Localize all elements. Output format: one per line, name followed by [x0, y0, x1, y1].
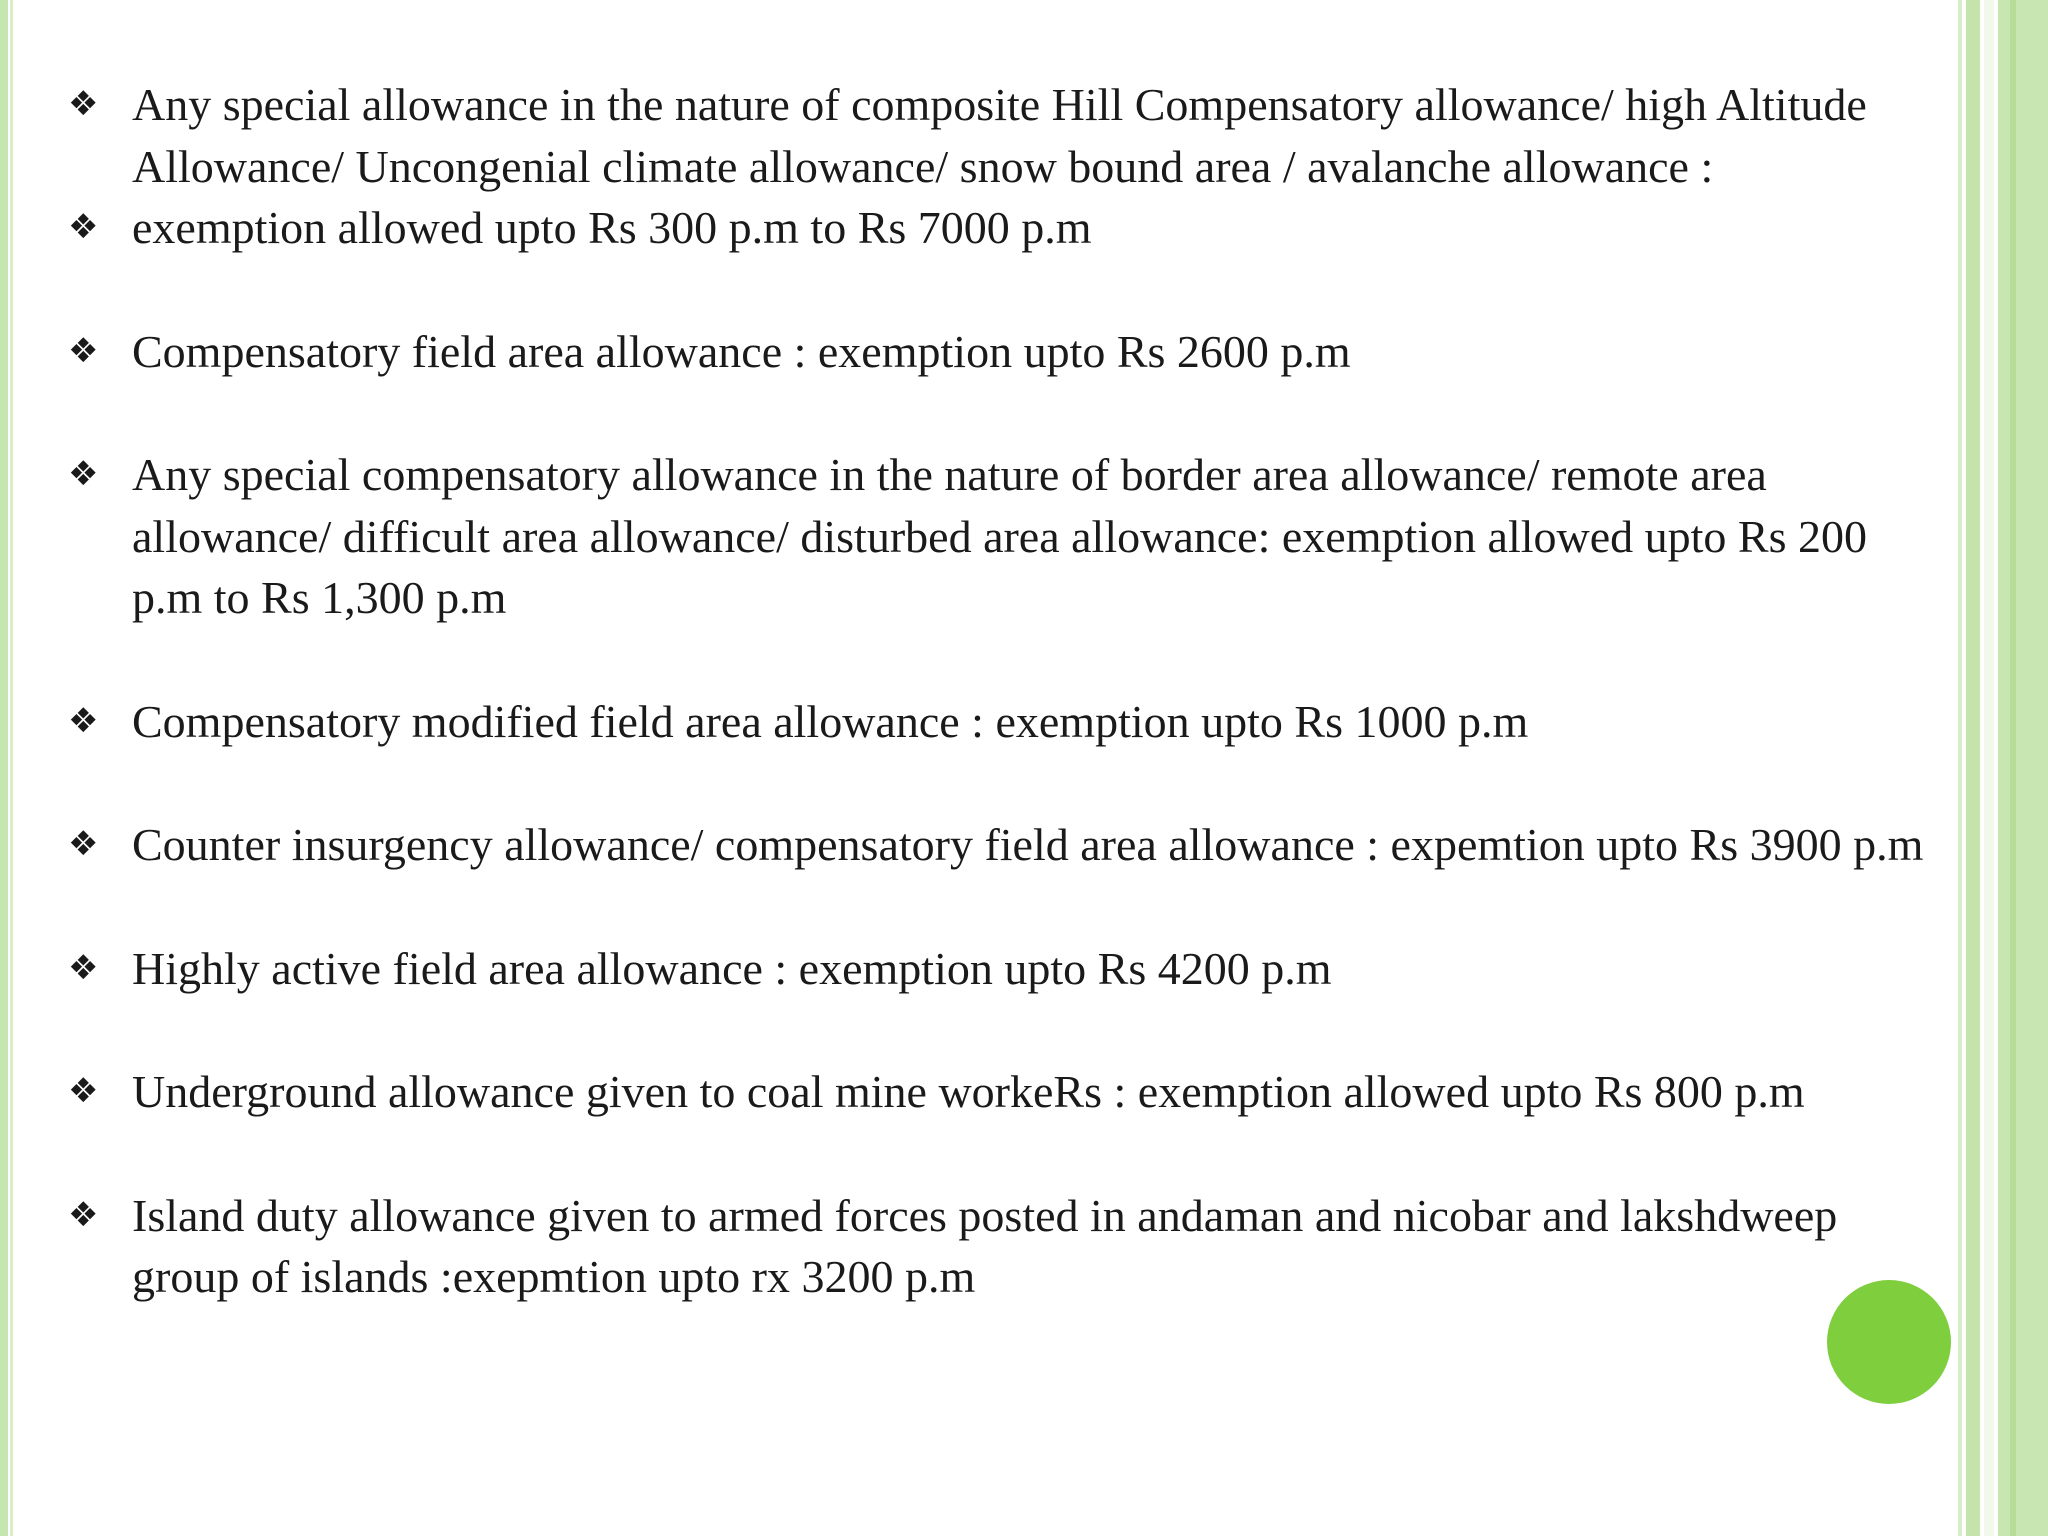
diamond-bullet-icon: ❖: [68, 1194, 99, 1235]
right-border-line-4: [2010, 0, 2016, 1536]
list-item-text: Underground allowance given to coal mine workeRs : exemption allowed upto Rs 800 p.m: [132, 1066, 1805, 1117]
list-item: [68, 814, 1948, 876]
list-item-text: Counter insurgency allowance/ compensatory field area allowance : expemtion upto Rs 3900 p.m: [132, 819, 1924, 870]
diamond-bullet-icon: ❖: [68, 84, 99, 124]
right-border-line-3: [1984, 0, 1994, 1536]
diamond-bullet-icon: ❖: [68, 330, 99, 371]
list-item: [68, 691, 1948, 753]
diamond-bullet-icon: ❖: [68, 1071, 99, 1111]
list-item: [68, 321, 1948, 383]
right-border-line-2: [1966, 0, 1980, 1536]
list-item-text: Island duty allowance given to armed forces posted in andaman and nicobar and lakshdweep group of islands :exepmtion upto rx 3200 p.m: [132, 1189, 1838, 1302]
list-item: [68, 1061, 1948, 1123]
list-item-text: Compensatory modified field area allowance : exemption upto Rs 1000 p.m: [132, 695, 1529, 747]
list-item-text: Any special compensatory allowance in the nature of border area allowance/ remote area allowance/ difficult area allowance/ disturbed area allowance: exemption allowed upto Rs 200 p.m to Rs 1,300 p.m: [132, 449, 1868, 623]
bullet-list: [68, 74, 1948, 1308]
left-border-decoration: [0, 0, 8, 1536]
list-item-text: Any special allowance in the nature of composite Hill Compensatory allowance/ high Altitude Allowance/ Uncongenial climate allowance/ snow bound area / avalanche allowance :: [132, 79, 1867, 192]
left-border-line: [10, 0, 13, 1536]
diamond-bullet-icon: ❖: [68, 700, 99, 741]
diamond-bullet-icon: ❖: [68, 824, 99, 864]
right-border-band: [1998, 0, 2048, 1536]
diamond-bullet-icon: ❖: [68, 207, 99, 247]
right-border-line-1: [1958, 0, 1962, 1536]
diamond-bullet-icon: ❖: [68, 454, 99, 494]
list-item: [68, 444, 1948, 629]
list-item-text: Compensatory field area allowance : exemption upto Rs 2600 p.m: [132, 325, 1351, 377]
list-item: [68, 197, 1948, 259]
list-item: [68, 938, 1948, 1000]
list-item-text: exemption allowed upto Rs 300 p.m to Rs 7000 p.m: [132, 202, 1092, 253]
diamond-bullet-icon: ❖: [68, 947, 99, 988]
list-item: [68, 74, 1948, 197]
list-item-text: Highly active field area allowance : exemption upto Rs 4200 p.m: [132, 942, 1332, 994]
list-item: [68, 1185, 1948, 1308]
